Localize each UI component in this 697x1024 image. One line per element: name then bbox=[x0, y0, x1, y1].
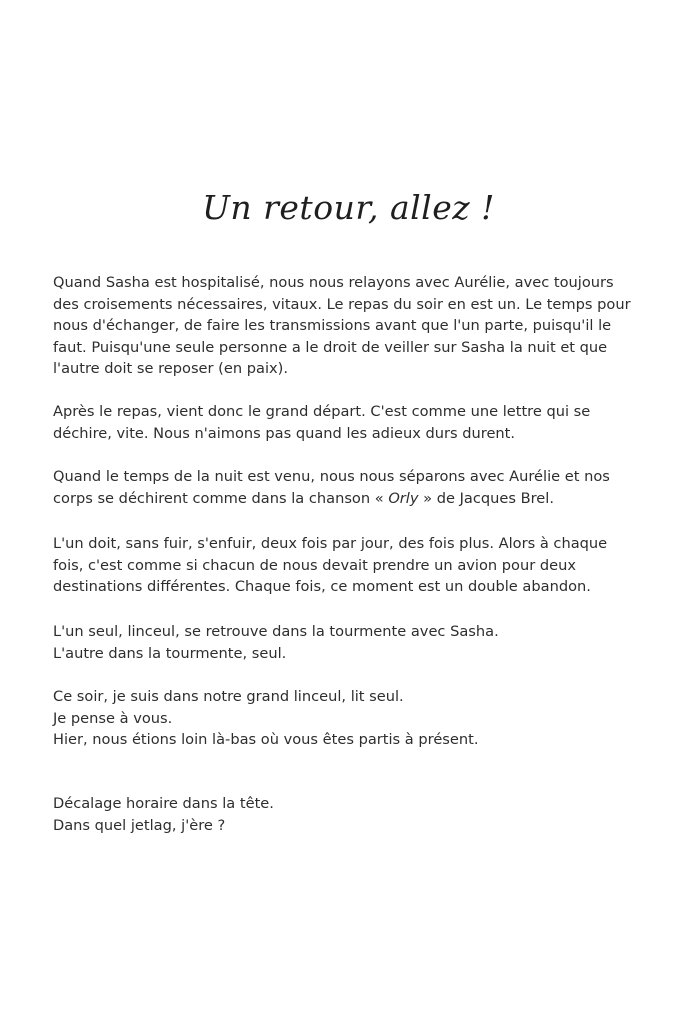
text-line: des croisements nécessaires, vitaux. Le repas du soir en est un. Le temps pour bbox=[53, 295, 631, 313]
text-line-brel bbox=[53, 488, 663, 510]
text-line: Après le repas, vient donc le grand départ. C'est comme une lettre qui se bbox=[53, 403, 591, 420]
text-line: faut. Puisqu'une seule personne a le droit de veiller sur Sasha la nuit et que bbox=[53, 338, 608, 356]
text-line: Hier, nous étions loin là-bas où vous êtes partis à présent. bbox=[53, 731, 479, 748]
paragraph-night bbox=[53, 466, 663, 509]
chapter-title: Un retour, allez ! bbox=[202, 188, 495, 227]
brel-text-before: corps se déchirent comme dans la chanson « bbox=[53, 489, 389, 507]
text-line: Quand Sasha est hospitalisé, nous nous relayons avec Aurélie, avec toujours bbox=[53, 274, 614, 291]
text-line: L'autre dans la tourmente, seul. bbox=[53, 644, 287, 662]
text-line: Quand le temps de la nuit est venu, nous nous séparons avec Aurélie et nos bbox=[53, 468, 610, 485]
text-line: Ce soir, je suis dans notre grand linceul, lit seul. bbox=[53, 688, 404, 705]
paragraph-leaving bbox=[53, 533, 663, 598]
text-line: destinations différentes. Chaque fois, ce moment est un double abandon. bbox=[53, 578, 591, 595]
song-title: Orly bbox=[388, 489, 419, 507]
text-line: L'un seul, linceul, se retrouve dans la tourmente avec Sasha. bbox=[53, 623, 499, 640]
text-line: fois, c'est comme si chacun de nous devait prendre un avion pour deux bbox=[53, 556, 576, 574]
text-line: déchire, vite. Nous n'aimons pas quand les adieux durs durent. bbox=[53, 424, 516, 442]
paragraph-shroud bbox=[53, 621, 663, 664]
text-line: Dans quel jetlag, j'ère ? bbox=[53, 816, 226, 834]
text-line: nous d'échanger, de faire les transmissions avant que l'un parte, puisqu'il le bbox=[53, 317, 612, 334]
paragraph-tonight bbox=[53, 686, 663, 751]
text-line: L'un doit, sans fuir, s'enfuir, deux fois par jour, des fois plus. Alors à chaque bbox=[53, 535, 608, 552]
paragraph-jetlag bbox=[53, 793, 663, 836]
text-line: l'autre doit se reposer (en paix). bbox=[53, 360, 288, 377]
paragraph-departure bbox=[53, 401, 663, 444]
text-line: Je pense à vous. bbox=[53, 709, 173, 727]
paragraph-hospital bbox=[53, 272, 663, 380]
text-line: Décalage horaire dans la tête. bbox=[53, 795, 274, 812]
brel-text-after: » de Jacques Brel. bbox=[418, 489, 554, 507]
